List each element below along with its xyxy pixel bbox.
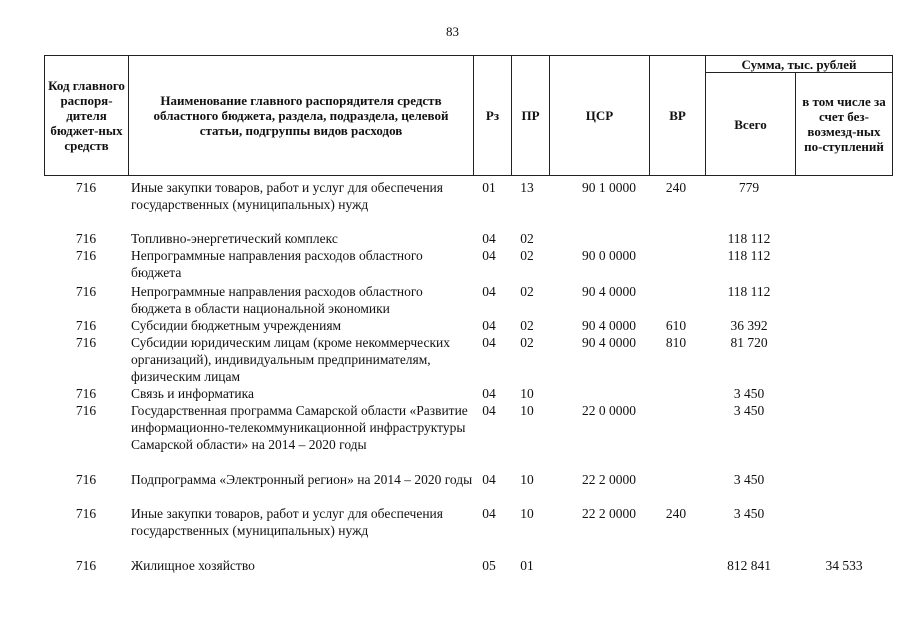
cell-code: 716 (75, 318, 97, 333)
cell-total: 779 (738, 180, 760, 195)
cell-total: 81 720 (730, 335, 768, 350)
cell-pr: 10 (520, 506, 534, 521)
cell-total: 3 450 (733, 403, 765, 418)
header-sum: Сумма, тыс. рублей (706, 56, 893, 73)
cell-pr: 13 (520, 180, 534, 195)
cell-name: Субсидии юридическим лицам (кроме некоммерческих организаций), индивидуальным предпринимателям, физическим лицам (131, 335, 451, 384)
header-csr: ЦСР (550, 56, 650, 176)
cell-vr: 240 (665, 180, 687, 195)
cell-total: 118 112 (727, 284, 771, 299)
cell-code: 716 (75, 335, 97, 350)
cell-code: 716 (75, 248, 97, 263)
cell-name: Субсидии бюджетным учреждениям (131, 318, 342, 333)
cell-name: Непрограммные направления расходов областного бюджета (131, 248, 423, 280)
cell-rz: 05 (482, 558, 496, 573)
header-free: в том числе за счет без-возмезд-ных по-ступлений (796, 73, 893, 176)
cell-pr: 02 (520, 284, 534, 299)
cell-vr: 810 (665, 335, 687, 350)
cell-pr: 02 (520, 231, 534, 246)
cell-code: 716 (75, 386, 97, 401)
cell-rz: 04 (482, 231, 496, 246)
table-row (44, 230, 892, 247)
cell-total: 812 841 (727, 558, 771, 573)
cell-vr: 240 (665, 506, 687, 521)
cell-rz: 04 (482, 472, 496, 487)
cell-free: 34 533 (825, 558, 863, 573)
table-row (44, 283, 892, 317)
cell-code: 716 (75, 472, 97, 487)
cell-total: 3 450 (733, 386, 765, 401)
cell-csr: 90 4 0000 (582, 335, 636, 350)
table-header (44, 55, 892, 176)
cell-rz: 04 (482, 318, 496, 333)
cell-csr: 22 2 0000 (582, 472, 636, 487)
cell-name: Подпрограмма «Электронный регион» на 2014 – 2020 годы (131, 472, 473, 487)
cell-total: 36 392 (730, 318, 768, 333)
cell-csr: 90 4 0000 (582, 284, 636, 299)
table-body (44, 179, 892, 574)
cell-rz: 04 (482, 284, 496, 299)
table-row (44, 471, 892, 505)
cell-name: Иные закупки товаров, работ и услуг для обеспечения государственных (муниципальных) нужд (131, 180, 443, 212)
cell-name: Жилищное хозяйство (131, 558, 255, 573)
cell-pr: 02 (520, 335, 534, 350)
cell-name: Иные закупки товаров, работ и услуг для обеспечения государственных (муниципальных) нужд (131, 506, 443, 538)
cell-name: Государственная программа Самарской области «Развитие информационно-телекоммуникационной инфраструктуры Самарской области» на 2014 – 2020 годы (131, 403, 468, 452)
cell-rz: 04 (482, 248, 496, 263)
table-row (44, 179, 892, 230)
cell-code: 716 (75, 403, 97, 418)
cell-name: Топливно-энергетический комплекс (131, 231, 338, 246)
cell-vr: 610 (665, 318, 687, 333)
header-vr: ВР (650, 56, 706, 176)
cell-name: Связь и информатика (131, 386, 254, 401)
cell-code: 716 (75, 180, 97, 195)
cell-code: 716 (75, 231, 97, 246)
cell-rz: 04 (482, 335, 496, 350)
table-row (44, 317, 892, 334)
cell-rz: 04 (482, 386, 496, 401)
table-row (44, 505, 892, 557)
cell-code: 716 (75, 506, 97, 521)
cell-rz: 01 (482, 180, 496, 195)
cell-pr: 01 (520, 558, 534, 573)
cell-pr: 02 (520, 248, 534, 263)
table-row (44, 247, 892, 283)
cell-rz: 04 (482, 506, 496, 521)
cell-code: 716 (75, 284, 97, 299)
header-pr: ПР (512, 56, 550, 176)
cell-csr: 22 0 0000 (582, 403, 636, 418)
header-name: Наименование главного распорядителя средств областного бюджета, раздела, подраздела, целевой статьи, подгруппы видов расходов (129, 56, 474, 176)
cell-pr: 02 (520, 318, 534, 333)
cell-total: 118 112 (727, 231, 771, 246)
header-rz: Рз (474, 56, 512, 176)
page-number: 83 (446, 24, 459, 39)
cell-total: 3 450 (733, 506, 765, 521)
cell-total: 118 112 (727, 248, 771, 263)
cell-csr: 90 4 0000 (582, 318, 636, 333)
table-row (44, 402, 892, 471)
cell-pr: 10 (520, 472, 534, 487)
cell-pr: 10 (520, 386, 534, 401)
cell-total: 3 450 (733, 472, 765, 487)
cell-pr: 10 (520, 403, 534, 418)
table-row (44, 385, 892, 402)
table-row (44, 334, 892, 385)
header-code: Код главного распоря-дителя бюджет-ных средств (45, 56, 129, 176)
cell-csr: 90 0 0000 (582, 248, 636, 263)
table-row (44, 557, 892, 574)
cell-rz: 04 (482, 403, 496, 418)
cell-csr: 90 1 0000 (582, 180, 636, 195)
cell-csr: 22 2 0000 (582, 506, 636, 521)
cell-name: Непрограммные направления расходов областного бюджета в области национальной экономики (131, 284, 423, 316)
cell-code: 716 (75, 558, 97, 573)
header-total: Всего (706, 73, 796, 176)
